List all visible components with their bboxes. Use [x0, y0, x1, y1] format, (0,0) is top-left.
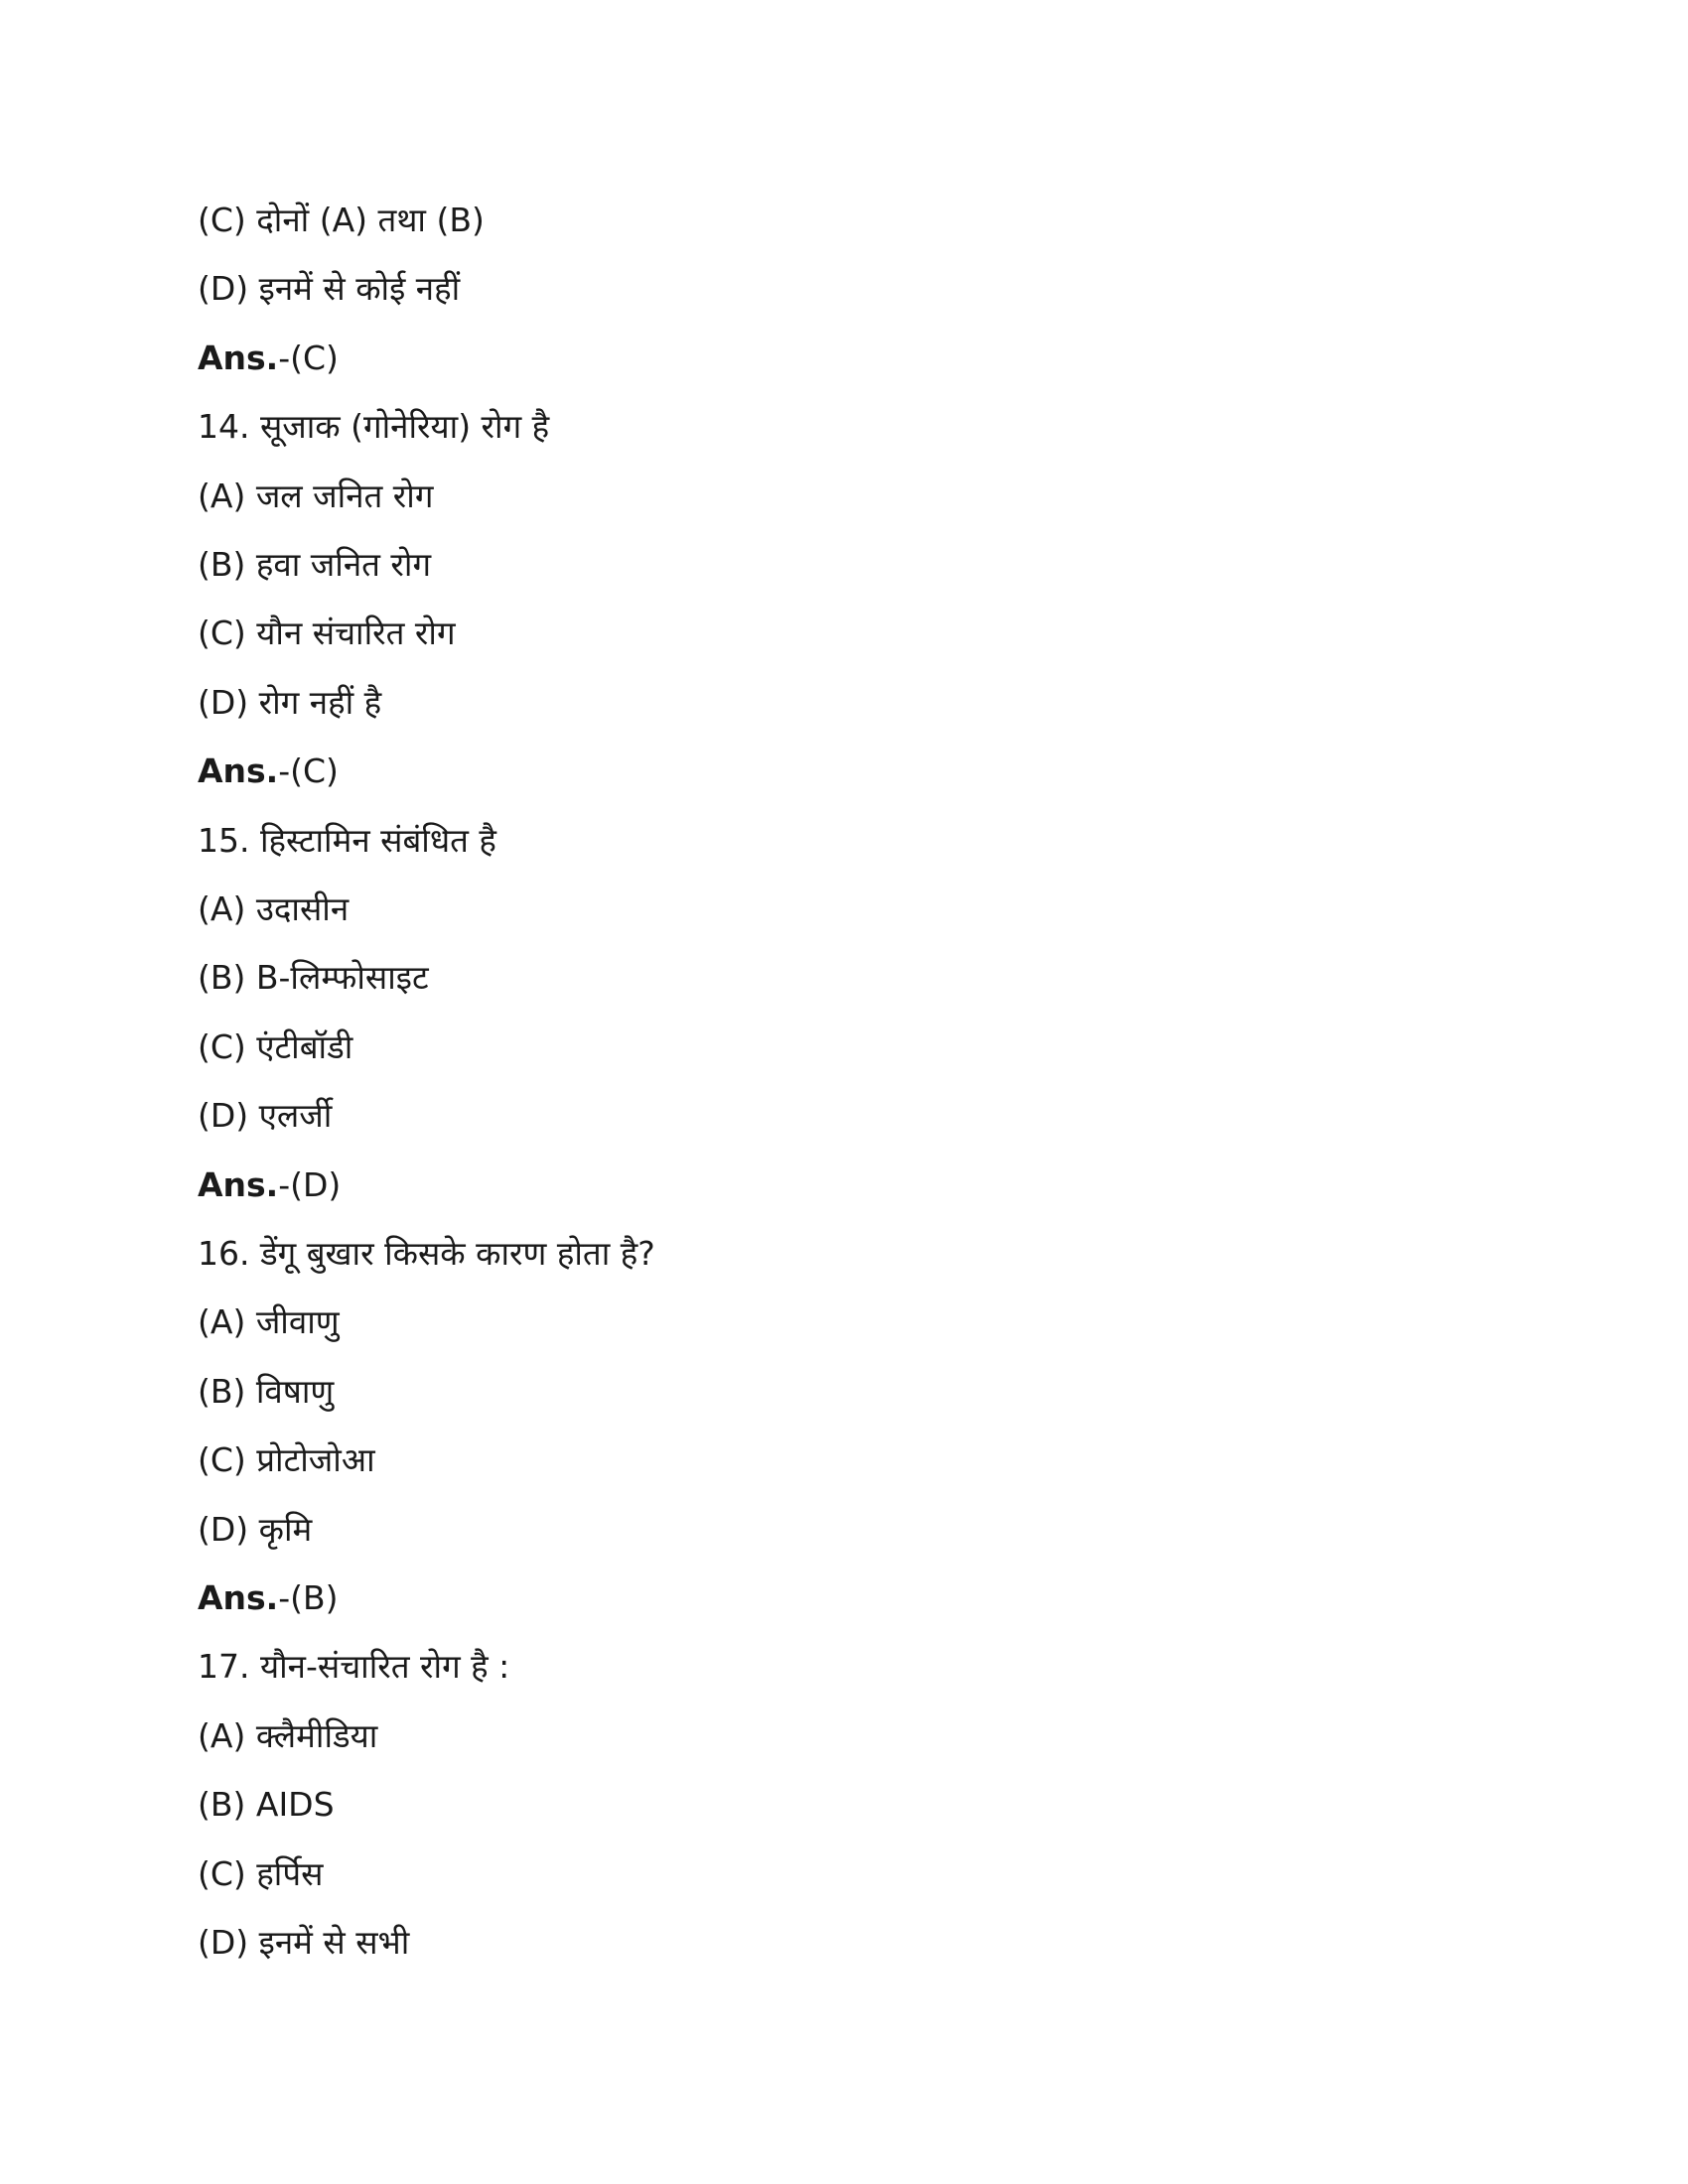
answer-value: -(C) [278, 751, 339, 791]
option-text: (C) दोनों (A) तथा (B) [198, 201, 485, 239]
question-text: 17. यौन-संचारित रोग है : [198, 1647, 510, 1687]
question-text: 14. सूजाक (गोनेरिया) रोग है [198, 407, 550, 447]
question-text: 15. हिस्टामिन संबंधित है [198, 820, 496, 860]
option-text: (A) क्लैमीडिया [198, 1715, 378, 1755]
option-text: (D) एलर्जी [198, 1096, 333, 1136]
option-text: (D) इनमें से सभी [198, 1923, 410, 1962]
option-text: (C) हर्पिस [198, 1853, 324, 1893]
answer-label: Ans. [198, 751, 279, 791]
question-text: 16. डेंगू बुखार किसके कारण होता है? [198, 1234, 655, 1273]
option-text: (A) जल जनित रोग [198, 476, 434, 515]
option-text: (D) रोग नहीं है [198, 682, 382, 722]
option-text: (A) जीवाणु [198, 1302, 340, 1342]
option-text: (C) प्रोटोजोआ [198, 1440, 375, 1480]
answer-value: -(B) [278, 1578, 339, 1617]
option-text: (D) कृमि [198, 1509, 313, 1549]
answer-label: Ans. [198, 1578, 279, 1617]
answer-line [198, 1163, 341, 1207]
option-text: (C) एंटीबॉडी [198, 1026, 353, 1066]
option-text: (B) AIDS [198, 1785, 335, 1825]
option-text: (C) यौन संचारित रोग [198, 614, 456, 653]
option-text: (A) उदासीन [198, 889, 350, 928]
answer-value: -(C) [278, 338, 339, 377]
option-text: (D) इनमें से कोई नहीं [198, 269, 461, 309]
option-text: (B) हवा जनित रोग [198, 545, 432, 584]
option-text: (B) B-लिम्फोसाइट [198, 958, 429, 998]
answer-line [198, 337, 339, 380]
option-text: (B) विषाणु [198, 1371, 335, 1411]
answer-line [198, 1576, 339, 1620]
answer-label: Ans. [198, 338, 279, 377]
answer-value: -(D) [278, 1164, 342, 1204]
answer-line [198, 750, 339, 793]
answer-label: Ans. [198, 1164, 279, 1204]
